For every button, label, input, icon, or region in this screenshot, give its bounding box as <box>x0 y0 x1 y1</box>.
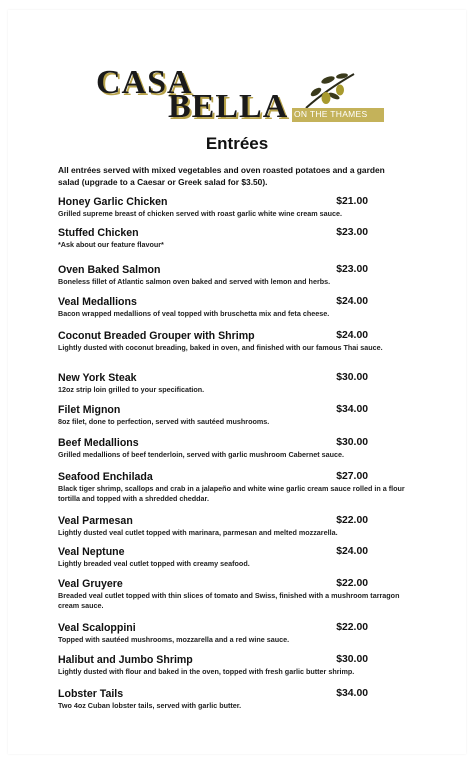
menu-item-description: *Ask about our feature flavour* <box>58 240 164 249</box>
menu-item <box>58 515 410 538</box>
menu-item-price: $22.00 <box>336 515 368 526</box>
menu-item-name: Oven Baked Salmon <box>58 264 161 276</box>
menu-item <box>58 546 410 569</box>
menu-item-price: $21.00 <box>336 196 368 207</box>
menu-item-description: Lightly breaded veal cutlet topped with creamy seafood. <box>58 559 250 568</box>
menu-item-description: Lightly dusted with flour and baked in the oven, topped with fresh garlic butter shrimp. <box>58 667 355 676</box>
menu-item-price: $34.00 <box>336 404 368 415</box>
menu-item <box>58 330 410 353</box>
menu-item-price: $30.00 <box>336 654 368 665</box>
menu-item-price: $24.00 <box>336 330 368 341</box>
menu-item-price: $22.00 <box>336 622 368 633</box>
brand-name-line1: CASA <box>96 64 193 101</box>
menu-item-price: $34.00 <box>336 688 368 699</box>
menu-item-description: Lightly dusted veal cutlet topped with marinara, parmesan and melted mozzarella. <box>58 528 338 537</box>
menu-item-name: Coconut Breaded Grouper with Shrimp <box>58 330 255 342</box>
menu-item-name: Honey Garlic Chicken <box>58 196 168 208</box>
menu-item-price: $24.00 <box>336 296 368 307</box>
menu-item-description: 8oz filet, done to perfection, served with sautéed mushrooms. <box>58 417 270 426</box>
menu-item-name: Beef Medallions <box>58 437 139 449</box>
menu-item <box>58 622 410 645</box>
menu-item-description: Boneless fillet of Atlantic salmon oven baked and served with lemon and herbs. <box>58 277 331 286</box>
menu-item-price: $30.00 <box>336 437 368 448</box>
menu-item <box>58 227 410 250</box>
menu-item <box>58 437 410 460</box>
menu-item-price: $30.00 <box>336 372 368 383</box>
menu-item <box>58 196 410 219</box>
menu-item <box>58 578 410 611</box>
menu-item <box>58 404 410 427</box>
menu-item-description: Grilled medallions of beef tenderloin, served with garlic mushroom Cabernet sauce. <box>58 450 344 459</box>
menu-item-description: Two 4oz Cuban lobster tails, served with garlic butter. <box>58 701 242 710</box>
menu-item-name: Stuffed Chicken <box>58 227 139 239</box>
menu-item-description: 12oz strip loin grilled to your specification. <box>58 385 205 394</box>
brand-name-line2: BELLA <box>168 88 289 125</box>
menu-item-description: Lightly dusted with coconut breading, baked in oven, and finished with our famous Thai sauce. <box>58 343 383 352</box>
menu-item <box>58 471 410 504</box>
page-title: Entrées <box>205 134 269 153</box>
menu-item-name: Veal Neptune <box>58 546 125 558</box>
menu-item-description: Black tiger shrimp, scallops and crab in a jalapeño and white wine garlic cream sauce rolled in a flour tortilla and topped with a shredded cheddar. <box>58 484 405 503</box>
menu-item-description: Breaded veal cutlet topped with thin slices of tomato and Swiss, finished with a mushroom tarragon cream sauce. <box>58 591 400 610</box>
brand-tagline: ON THE THAMES <box>294 109 368 119</box>
menu-item-price: $24.00 <box>336 546 368 557</box>
menu-item-price: $23.00 <box>336 264 368 275</box>
menu-item-description: Bacon wrapped medallions of veal topped with bruschetta mix and feta cheese. <box>58 309 330 318</box>
menu-item-description: Grilled supreme breast of chicken served with roast garlic white wine cream sauce. <box>58 209 343 218</box>
menu-item <box>58 296 410 319</box>
menu-item <box>58 688 410 711</box>
menu-item-name: New York Steak <box>58 372 137 384</box>
menu-item-name: Halibut and Jumbo Shrimp <box>58 654 193 666</box>
menu-item <box>58 372 410 395</box>
menu-item <box>58 654 410 677</box>
brand-logo <box>96 60 396 132</box>
menu-intro: All entrées served with mixed vegetables and oven roasted potatoes and a garden salad (upgrade to a Caesar or Greek salad for $3.50). <box>58 165 385 187</box>
menu-item-name: Veal Medallions <box>58 296 137 308</box>
menu-item-price: $27.00 <box>336 471 368 482</box>
menu-item-description: Topped with sautéed mushrooms, mozzarella and a red wine sauce. <box>58 635 290 644</box>
menu-item <box>58 264 410 287</box>
menu-item-name: Seafood Enchilada <box>58 471 153 483</box>
menu-item-name: Lobster Tails <box>58 688 124 700</box>
menu-item-price: $23.00 <box>336 227 368 238</box>
menu-item-name: Veal Parmesan <box>58 515 133 527</box>
olive-branch-icon <box>302 68 358 112</box>
menu-item-name: Filet Mignon <box>58 404 121 416</box>
menu-item-price: $22.00 <box>336 578 368 589</box>
menu-item-name: Veal Gruyere <box>58 578 123 590</box>
menu-item-name: Veal Scaloppini <box>58 622 136 634</box>
